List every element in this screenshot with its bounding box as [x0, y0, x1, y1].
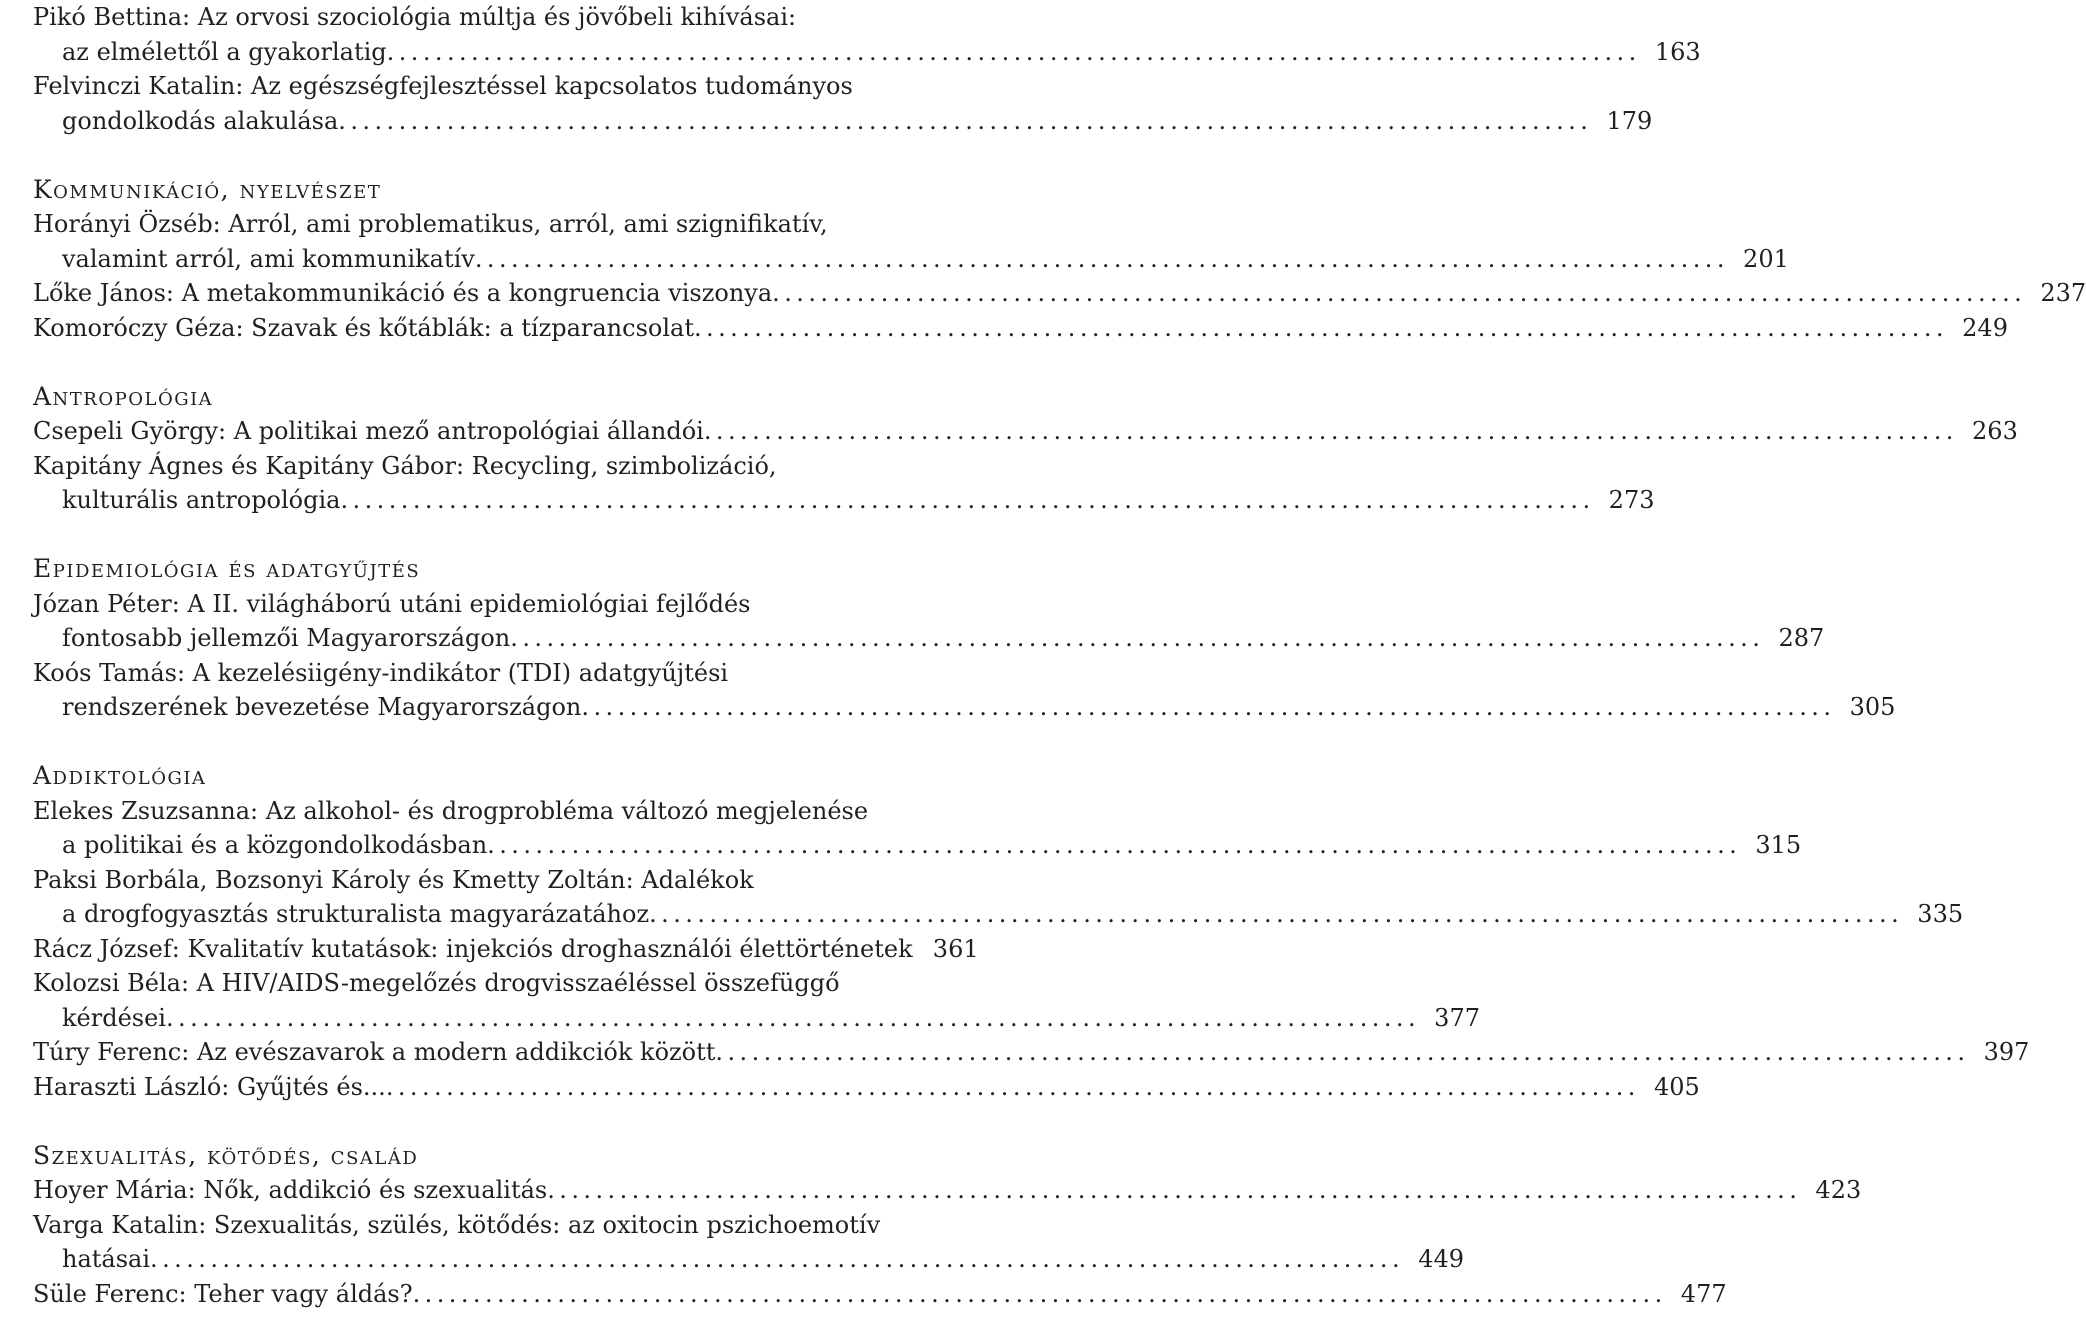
page-number: 305 — [1849, 693, 1896, 721]
toc-section — [33, 0, 1701, 138]
entry-author-title: Józan Péter: A II. világháború utáni epidemiológiai fejlődés — [33, 589, 751, 618]
section-heading: Szexualitás, kötődés, család — [33, 1140, 419, 1170]
dot-leader — [649, 897, 1897, 932]
page-number: 273 — [1608, 486, 1655, 514]
entry-author-title: Elekes Zsuzsanna: Az alkohol- és drogprobléma változó megjelenése — [33, 796, 869, 825]
dot-leader — [387, 35, 1635, 70]
entry-title-continuation: a politikai és a közgondolkodásban — [62, 831, 488, 859]
toc-entry[interactable] — [33, 207, 1789, 276]
page-number: 237 — [2040, 279, 2086, 307]
toc-entry[interactable] — [33, 587, 1825, 656]
toc-entry[interactable] — [33, 1173, 1862, 1208]
entry-title-continuation: rendszerének bevezetése Magyarországon — [62, 693, 582, 721]
entry-last-line — [33, 1277, 1727, 1312]
toc-entry[interactable] — [33, 311, 2008, 346]
dot-leader — [386, 1070, 1634, 1105]
section-heading: Epidemiológia és adatgyűjtés — [33, 554, 421, 583]
toc-section — [33, 380, 2018, 518]
dot-leader — [166, 1001, 1414, 1036]
toc-entry[interactable] — [33, 656, 1896, 725]
page-number: 449 — [1418, 1245, 1465, 1273]
section-heading: Antropológia — [33, 381, 214, 411]
page-number: 179 — [1606, 106, 1653, 135]
toc-entry[interactable] — [33, 1208, 1465, 1277]
dot-leader — [487, 828, 1735, 863]
entry-title-continuation: kulturális antropológia — [62, 486, 341, 514]
entry-author-title: Paksi Borbála, Bozsonyi Károly és Kmetty Zoltán: Adalékok — [33, 865, 754, 894]
entry-author-title: Kolozsi Béla: A HIV/AIDS-megelőzés drogvisszaéléssel összefüggő — [33, 969, 840, 997]
page-number: 477 — [1680, 1279, 1727, 1308]
page-number: 405 — [1654, 1072, 1700, 1101]
entry-author-title: Koós Tamás: A kezelésiigény-indikátor (TDI) adatgyűjtési — [33, 658, 729, 687]
dot-leader — [772, 276, 2020, 311]
entry-last-line — [33, 311, 2008, 346]
page-number: 315 — [1755, 831, 1802, 859]
section-heading: Addiktológia — [33, 761, 207, 790]
entry-author-title: Horányi Özséb: Arról, ami problematikus, arról, ami szignifikatív, — [33, 210, 828, 238]
entry-last-line — [33, 690, 1896, 725]
entry-author-title: Felvinczi Katalin: Az egészségfejlesztéssel kapcsolatos tudományos — [33, 72, 853, 100]
toc-section — [33, 552, 1896, 725]
dot-leader — [547, 1173, 1795, 1208]
page-number: 249 — [1962, 313, 2008, 342]
toc-entry[interactable] — [33, 1035, 2030, 1070]
entry-author-title: Túry Ferenc: Az evészavarok a modern addikciók között — [33, 1038, 716, 1066]
toc-entry[interactable] — [33, 276, 2086, 311]
toc-entry[interactable] — [33, 449, 1655, 518]
page-number: 163 — [1654, 37, 1701, 66]
entry-last-line — [33, 414, 2018, 449]
dot-leader — [413, 1277, 1661, 1312]
entry-last-line — [33, 1242, 1465, 1277]
entry-title-continuation: valamint arról, ami kommunikatív — [62, 244, 475, 273]
entry-title-continuation: fontosabb jellemzői Magyarországon — [62, 624, 511, 652]
page-number: 361 — [932, 934, 979, 963]
entry-last-line — [33, 1070, 1700, 1105]
entry-last-line — [33, 35, 1701, 70]
toc-entry[interactable] — [33, 1277, 1727, 1312]
entry-author-title: Rácz József: Kvalitatív kutatások: injekciós droghasználói élettörténetek — [33, 934, 913, 963]
page-number: 377 — [1434, 1003, 1480, 1032]
entry-last-line — [33, 1173, 1862, 1208]
page-number: 423 — [1815, 1176, 1862, 1204]
dot-leader — [340, 483, 1588, 518]
entry-author-title: Haraszti László: Gyűjtés és... — [33, 1072, 386, 1101]
dot-leader — [704, 414, 1952, 449]
dot-leader — [510, 621, 1758, 656]
entry-title-continuation: gondolkodás alakulása — [62, 106, 339, 135]
entry-title-continuation: az elmélettől a gyakorlatig — [62, 37, 387, 66]
dot-leader — [150, 1242, 1398, 1277]
toc-entry[interactable] — [33, 1070, 1700, 1105]
page-number: 201 — [1743, 244, 1789, 273]
entry-last-line — [33, 104, 1653, 139]
dot-leader — [475, 242, 1723, 277]
entry-last-line — [33, 828, 1802, 863]
entry-author-title: Hoyer Mária: Nők, addikció és szexualitás — [33, 1176, 548, 1204]
entry-author-title: Süle Ferenc: Teher vagy áldás? — [33, 1279, 413, 1308]
toc-entry[interactable] — [33, 932, 979, 967]
entry-last-line — [33, 1001, 1480, 1036]
entry-author-title: Pikó Bettina: Az orvosi szociológia múltja és jövőbeli kihívásai: — [33, 3, 797, 31]
entry-author-title: Varga Katalin: Szexualitás, szülés, kötődés: az oxitocin pszichoemotív — [33, 1210, 881, 1239]
entry-last-line — [33, 276, 2086, 311]
page-number: 335 — [1917, 900, 1964, 928]
page-number: 287 — [1778, 624, 1825, 652]
entry-title-continuation: kérdései — [62, 1003, 166, 1032]
entry-last-line — [33, 242, 1789, 277]
entry-title-continuation: hatásai — [62, 1245, 151, 1273]
toc-entry[interactable] — [33, 69, 1653, 138]
entry-last-line — [33, 897, 1964, 932]
entry-last-line — [33, 1035, 2030, 1070]
toc-entry[interactable] — [33, 414, 2018, 449]
dot-leader — [694, 311, 1942, 346]
entry-last-line — [33, 483, 1655, 518]
entry-last-line — [33, 932, 979, 967]
dot-leader — [338, 104, 1586, 139]
toc-section — [33, 759, 2030, 1104]
toc-section — [33, 173, 2086, 346]
entry-author-title: Lőke János: A metakommunikáció és a kongruencia viszonya — [33, 279, 773, 307]
toc-entry[interactable] — [33, 966, 1480, 1035]
entry-last-line — [33, 621, 1825, 656]
entry-title-continuation: a drogfogyasztás strukturalista magyarázatához — [62, 900, 650, 928]
toc-entry[interactable] — [33, 794, 1802, 863]
page-number: 397 — [1983, 1038, 2030, 1066]
toc-entry[interactable] — [33, 863, 1964, 932]
toc-entry[interactable] — [33, 0, 1701, 69]
entry-author-title: Komoróczy Géza: Szavak és kőtáblák: a tízparancsolat — [33, 313, 694, 342]
dot-leader — [715, 1035, 1963, 1070]
dot-leader — [581, 690, 1829, 725]
section-heading: Kommunikáció, nyelvészet — [33, 174, 382, 204]
page-number: 263 — [1972, 417, 2018, 445]
entry-author-title: Csepeli György: A politikai mező antropológiai állandói — [33, 417, 704, 445]
entry-author-title: Kapitány Ágnes és Kapitány Gábor: Recycling, szimbolizáció, — [33, 451, 777, 480]
toc-section — [33, 1139, 1862, 1312]
